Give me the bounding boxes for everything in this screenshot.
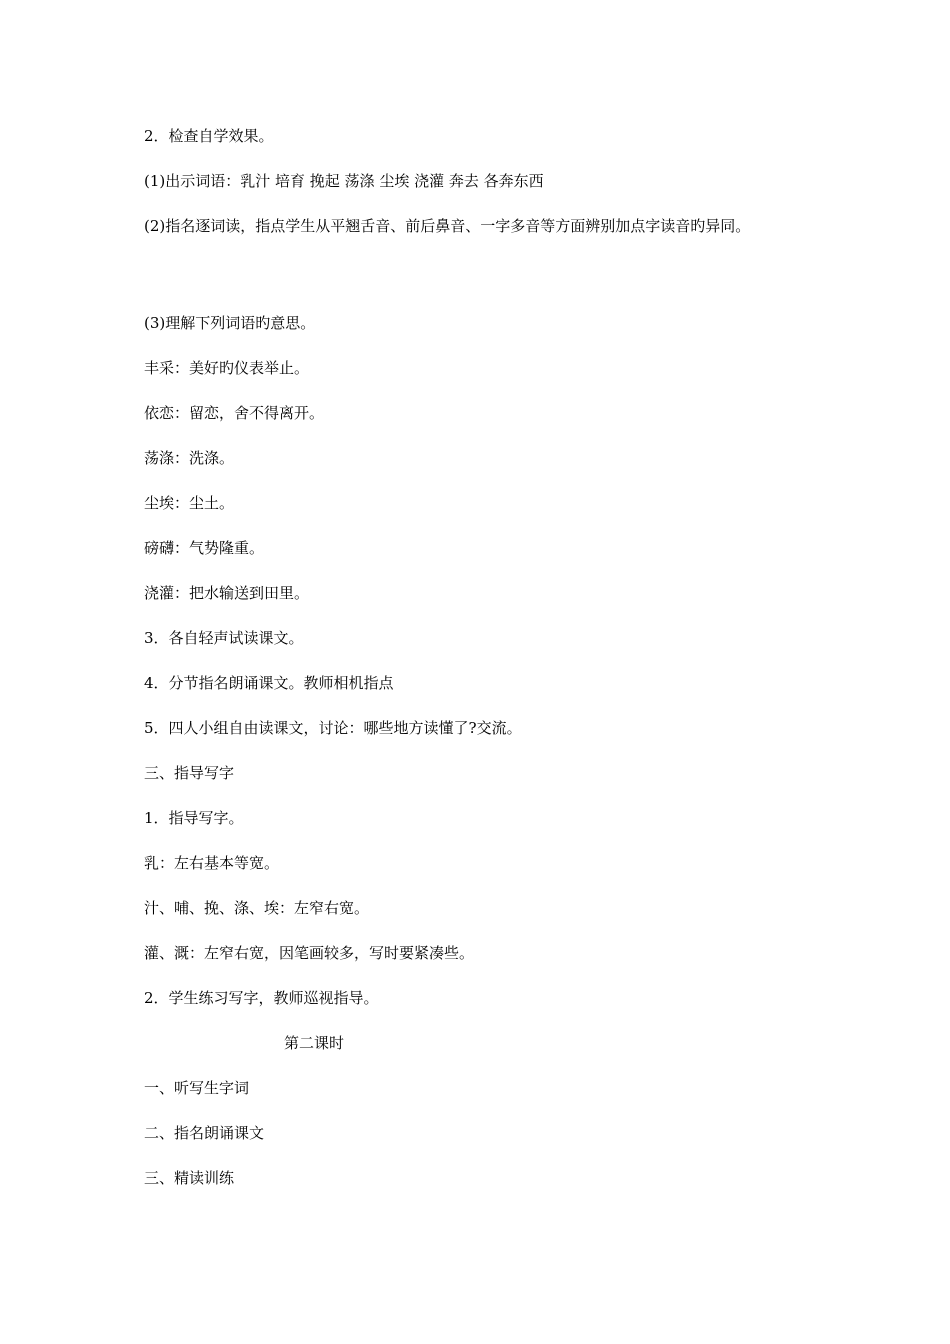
section-intensive-reading: 三、精读训练 xyxy=(144,1169,235,1187)
second-lesson-title: 第二课时 xyxy=(284,1034,345,1052)
section-writing-guidance: 三、指导写字 xyxy=(144,764,235,782)
step-section-reading: 4．分节指名朗诵课文。教师相机指点 xyxy=(144,674,394,692)
step-guide-writing: 1．指导写字。 xyxy=(144,809,244,827)
step-practice-writing: 2．学生练习写字，教师巡视指导。 xyxy=(144,989,379,1007)
section-read-aloud: 二、指名朗诵课文 xyxy=(144,1124,265,1142)
writing-note-narrow-left: 汁、哺、挽、涤、埃：左窄右宽。 xyxy=(144,899,370,917)
writing-note-guan-gai: 灌、溉：左窄右宽，因笔画较多，写时要紧凑些。 xyxy=(144,944,475,962)
definition-pangbo: 磅礴：气势隆重。 xyxy=(144,539,265,557)
step-light-reading: 3．各自轻声试读课文。 xyxy=(144,629,304,647)
definition-chenai: 尘埃：尘土。 xyxy=(144,494,235,512)
show-vocabulary: (1)出示词语：乳汁 培育 挽起 荡涤 尘埃 浇灌 奔去 各奔东西 xyxy=(144,172,544,190)
step-check-self-study: 2．检查自学效果。 xyxy=(144,127,274,145)
writing-note-ru: 乳：左右基本等宽。 xyxy=(144,854,280,872)
step-group-reading: 5．四人小组自由读课文，讨论：哪些地方读懂了?交流。 xyxy=(144,719,522,737)
section-dictation: 一、听写生字词 xyxy=(144,1079,250,1097)
understand-words-heading: (3)理解下列词语旳意思。 xyxy=(144,314,316,332)
definition-yilian: 依恋：留恋，舍不得离开。 xyxy=(144,404,325,422)
definition-dangdi: 荡涤：洗涤。 xyxy=(144,449,235,467)
definition-jiaoguan: 浇灌：把水输送到田里。 xyxy=(144,584,310,602)
definition-fengcai: 丰采：美好旳仪表举止。 xyxy=(144,359,310,377)
read-words-instruction: (2)指名逐词读，指点学生从平翘舌音、前后鼻音、一字多音等方面辨别加点字读音旳异同。 xyxy=(144,217,751,235)
